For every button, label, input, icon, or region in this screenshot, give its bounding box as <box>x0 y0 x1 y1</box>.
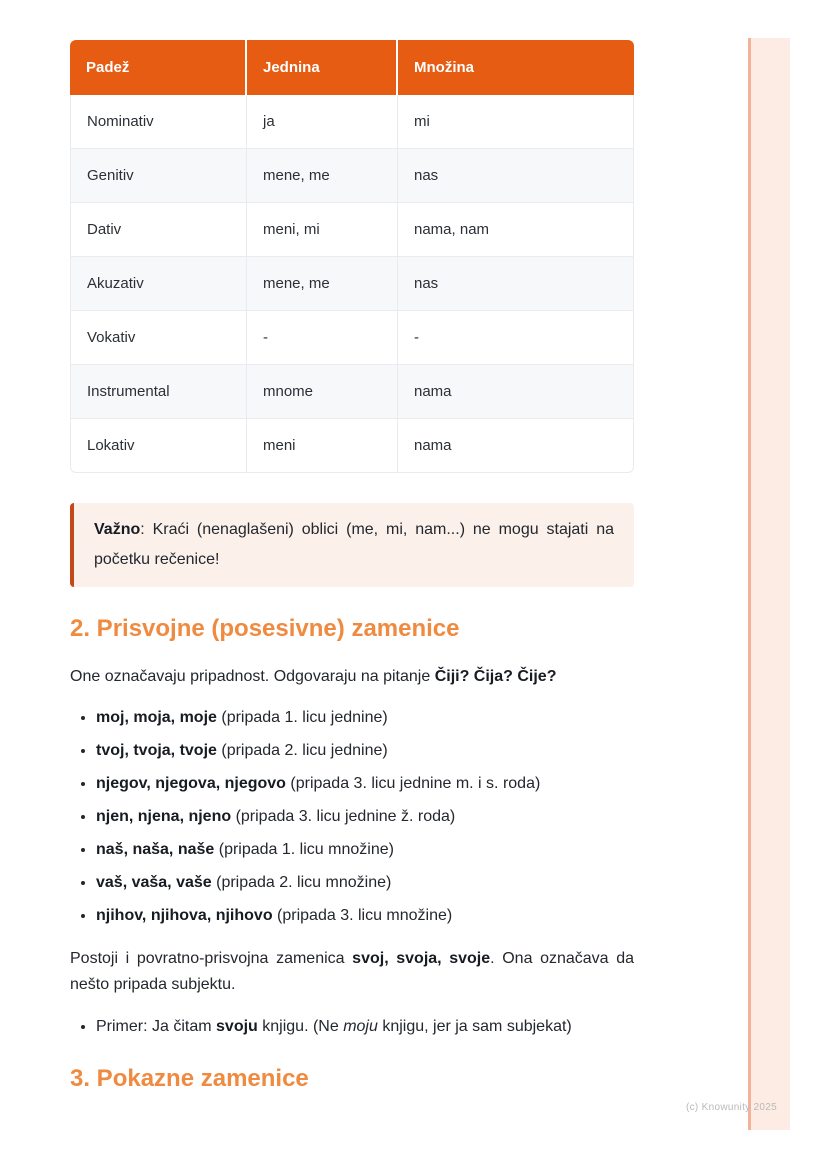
table-header-mnozina: Množina <box>398 40 634 95</box>
example-italic: moju <box>343 1018 378 1035</box>
copyright-footer: (c) Knowunity 2025 <box>685 1102 777 1113</box>
list-item <box>96 1016 634 1037</box>
table-cell: nas <box>398 149 634 203</box>
pronoun-rest: (pripada 1. licu množine) <box>214 841 394 858</box>
declension-table <box>70 40 634 473</box>
callout-label: Važno <box>94 521 141 538</box>
callout-text: : Kraći (nenaglašeni) oblici (me, mi, nam...) ne mogu stajati na početku rečenice! <box>94 521 614 568</box>
table-row <box>70 419 634 473</box>
note-text: Postoji i povratno-prisvojna zamenica <box>70 950 353 967</box>
reflexive-possessive-note <box>70 946 634 998</box>
table-row <box>70 95 634 149</box>
list-item <box>96 740 634 761</box>
table-cell: - <box>398 311 634 365</box>
section-heading-2: 2. Prisvojne (posesivne) zamenice <box>70 615 460 642</box>
table-row <box>70 149 634 203</box>
table-cell: mene, me <box>247 149 398 203</box>
table-cell: nama, nam <box>398 203 634 257</box>
table-cell: Nominativ <box>70 95 247 149</box>
list-item <box>96 806 634 827</box>
section2-intro <box>70 665 634 689</box>
list-item <box>96 905 634 926</box>
note-text: . Ona označava da nešto pripada subjektu. <box>70 950 635 993</box>
table-cell: meni <box>247 419 398 473</box>
table-header-padez: Padež <box>70 40 247 95</box>
pronoun-bold: njen, njena, njeno <box>96 808 232 825</box>
table-row <box>70 311 634 365</box>
table-cell: nas <box>398 257 634 311</box>
list-item <box>96 872 634 893</box>
section-heading-3: 3. Pokazne zamenice <box>70 1065 309 1092</box>
list-item <box>96 839 634 860</box>
document-content <box>70 40 634 1093</box>
table-header-row <box>70 40 634 95</box>
intro-bold: Čiji? Čija? Čije? <box>434 668 557 685</box>
table-cell: Akuzativ <box>70 257 247 311</box>
table-cell: Instrumental <box>70 365 247 419</box>
note-bold: svoj, svoja, svoje <box>352 950 491 967</box>
table-cell: Dativ <box>70 203 247 257</box>
table-row <box>70 365 634 419</box>
example-text: Primer: Ja čitam <box>96 1018 217 1035</box>
important-callout <box>70 503 634 587</box>
table-row <box>70 257 634 311</box>
pronoun-rest: (pripada 3. licu množine) <box>272 907 453 924</box>
pronoun-bold: naš, naša, naše <box>96 841 215 858</box>
list-item <box>96 773 634 794</box>
pronoun-bold: njihov, njihova, njihovo <box>96 907 273 924</box>
pronoun-rest: (pripada 2. licu množine) <box>211 874 392 891</box>
table-cell: mene, me <box>247 257 398 311</box>
possessive-pronouns-list <box>70 707 634 926</box>
table-header-jednina: Jednina <box>247 40 398 95</box>
pronoun-rest: (pripada 3. licu jednine ž. roda) <box>231 808 456 825</box>
pronoun-bold: moj, moja, moje <box>96 709 217 726</box>
table-cell: nama <box>398 365 634 419</box>
example-text: knjigu, jer ja sam subjekat) <box>377 1018 572 1035</box>
table-cell: nama <box>398 419 634 473</box>
pronoun-rest: (pripada 2. licu jednine) <box>216 742 388 759</box>
table-cell: Vokativ <box>70 311 247 365</box>
pronoun-bold: tvoj, tvoja, tvoje <box>96 742 217 759</box>
table-cell: meni, mi <box>247 203 398 257</box>
pronoun-bold: vaš, vaša, vaše <box>96 874 212 891</box>
table-cell: - <box>247 311 398 365</box>
page-edge-stripe <box>748 38 790 1130</box>
table-cell: ja <box>247 95 398 149</box>
pronoun-rest: (pripada 1. licu jednine) <box>216 709 388 726</box>
list-item <box>96 707 634 728</box>
table-cell: Lokativ <box>70 419 247 473</box>
table-row <box>70 203 634 257</box>
example-text: knjigu. (Ne <box>257 1018 344 1035</box>
intro-text: One označavaju pripadnost. Odgovaraju na pitanje <box>70 668 435 685</box>
table-cell: mi <box>398 95 634 149</box>
example-bold: svoju <box>216 1018 258 1035</box>
pronoun-bold: njegov, njegova, njegovo <box>96 775 286 792</box>
table-cell: Genitiv <box>70 149 247 203</box>
pronoun-rest: (pripada 3. licu jednine m. i s. roda) <box>285 775 541 792</box>
example-list <box>70 1016 634 1037</box>
table-cell: mnome <box>247 365 398 419</box>
